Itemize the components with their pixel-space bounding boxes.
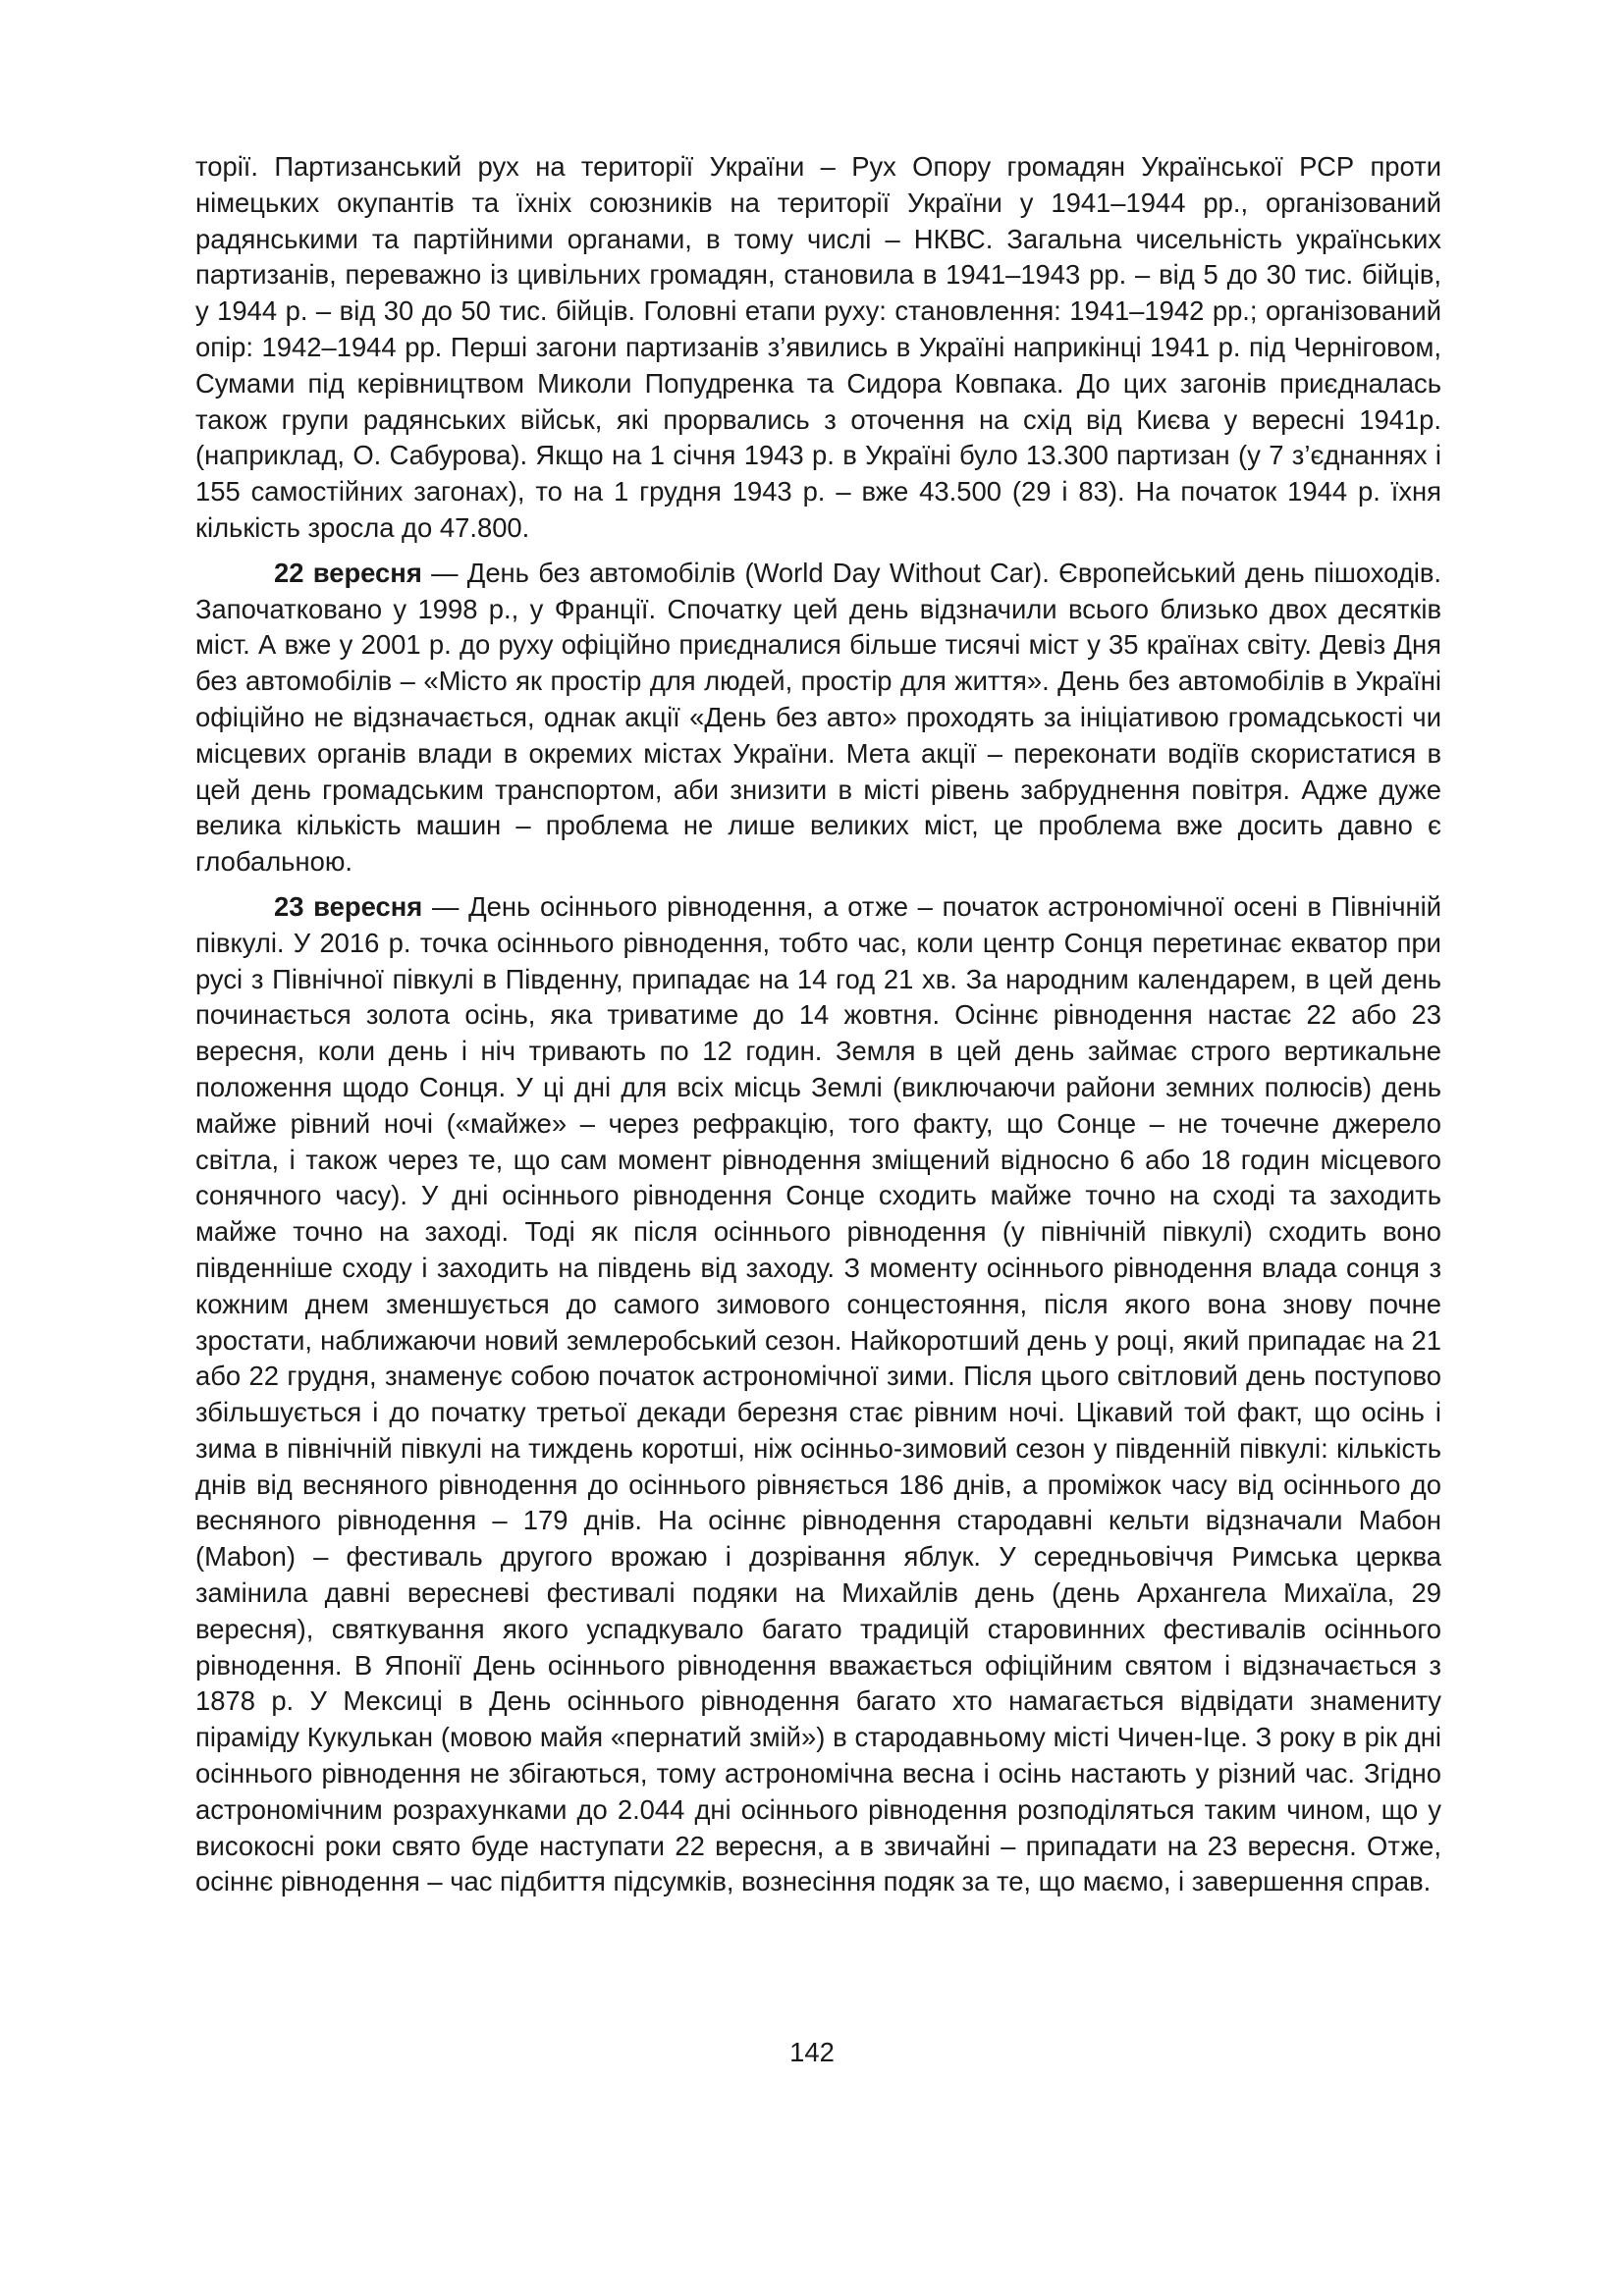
paragraph-september-23 xyxy=(195,889,1441,1900)
date-heading: 22 вересня xyxy=(274,557,422,588)
paragraph-september-22 xyxy=(195,556,1441,881)
page-body xyxy=(195,149,1441,1909)
page-number: 142 xyxy=(789,2037,835,2067)
paragraph-text: торії. Партизанський рух на території України – Рух Опору громадян Української РСР проти німецьких окупантів та їхніх союзників на території України у 1941–1944 рр., організований радянськими та партійними органами, в тому числі – НКВС. Загальна чисельність українських партизанів, переважно із цивільних громадян, становила в 1941–1943 рр. – від 5 до 30 тис. бійців, у 1944 р. – від 30 до 50 тис. бійців. Головні етапи руху: становлення: 1941–1942 рр.; організований опір: 1942–1944 рр. Перші загони партизанів з’явились в Україні наприкінці 1941 р. під Черніговом, Сумами під керівництвом Миколи Попудренка та Сидора Ковпака. До цих загонів приєдналась також групи радянських військ, які прорвались з оточення на схід від Києва у вересні 1941р. (наприклад, О. Сабурова). Якщо на 1 січня 1943 р. в Україні було 13.300 партизан (у 7 з’єднаннях і 155 самостійних загонах), то на 1 грудня 1943 р. – вже 43.500 (29 і 83). На початок 1944 р. їхня кількість зросла до 47.800. xyxy=(195,151,1441,543)
paragraph-text: — День осіннього рівнодення, а отже – початок астрономічної осені в Північній півкулі. У 2016 р. точка осіннього рівнодення, тобто час, коли центр Сонця перетинає екватор при русі з Північної півкулі в Південну, припадає на 14 год 21 хв. За народним календарем, в цей день починається золота осінь, яка триватиме до 14 жовтня. Осіннє рівнодення настає 22 або 23 вересня, коли день і ніч тривають по 12 годин. Земля в цей день займає строго вертикальне положення щодо Сонця. У ці дні для всіх місць Землі (виключаючи райони земних полюсів) день майже рівний ночі («майже» – через рефракцію, того факту, що Сонце – не точечне джерело світла, і також через те, що сам момент рівнодення зміщений відносно 6 або 18 годин місцевого сонячного часу). У дні осіннього рівнодення Сонце сходить майже точно на сході та заходить майже точно на заході. Тоді як після осіннього рівнодення (у північній півкулі) сходить воно південніше сходу і заходить на південь від заходу. З моменту осіннього рівнодення влада сонця з кожним днем зменшується до самого зимового сонцестояння, після якого вона знову почне зростати, наближаючи новий землеробський сезон. Найкоротший день у році, який припадає на 21 або 22 грудня, знаменує собою початок астрономічної зими. Після цього світловий день поступово збільшується і до початку третьої декади березня стає рівним ночі. Цікавий той факт, що осінь і зима в північній півкулі на тиждень коротші, ніж осінньо-зимовий сезон у південній півкулі: кількість днів від весняного рівнодення до осіннього рівняється 186 днів, а проміжок часу від осіннього до весняного рівнодення – 179 днів. На осіннє рівнодення стародавні кельти відзначали Мабон (Mabon) – фестиваль другого врожаю і дозрівання яблук. У середньовіччя Римська церква замінила давні вересневі фестивалі подяки на Михайлів день (день Архангела Михаїла, 29 вересня), святкування якого успадкувало багато традицій старовинних фестивалів осіннього рівнодення. В Японії День осіннього рівнодення вважається офіційним святом і відзначається з 1878 р. У Мексиці в День осіннього рівнодення багато хто намагається відвідати знамениту піраміду Кукулькан (мовою майя «пернатий змій») в стародавньому місті Чичен-Іце. З року в рік дні осіннього рівнодення не збігаються, тому астрономічна весна і осінь настають у різний час. Згідно астрономічним розрахунками до 2.044 дні осіннього рівнодення розподіляться таким чином, що у високосні роки свято буде наступати 22 вересня, а в звичайні – припадати на 23 вересня. Отже, осіннє рівнодення – час підбиття підсумків, вознесіння подяк за те, що маємо, і завершення справ. xyxy=(195,890,1441,1897)
paragraph-partisan-movement xyxy=(195,149,1441,547)
date-heading: 23 вересня xyxy=(274,890,423,922)
paragraph-text: — День без автомобілів (World Day Without Car). Європейський день пішоходів. Започатковано у 1998 р., у Франції. Спочатку цей день відзначили всього близько двох десятків міст. А вже у 2001 р. до руху офіційно приєдналися більше тисячі міст у 35 країнах світу. Девіз Дня без автомобілів – «Місто як простір для людей, простір для життя». День без автомобілів в Україні офіційно не відзначається, однак акції «День без авто» проходять за ініціативою громадськості чи місцевих органів влади в окремих містах України. Мета акції – переконати водіїв скористатися в цей день громадським транспортом, аби знизити в місті рівень забруднення повітря. Адже дуже велика кількість машин – проблема не лише великих міст, це проблема вже досить давно є глобальною. xyxy=(195,557,1441,878)
